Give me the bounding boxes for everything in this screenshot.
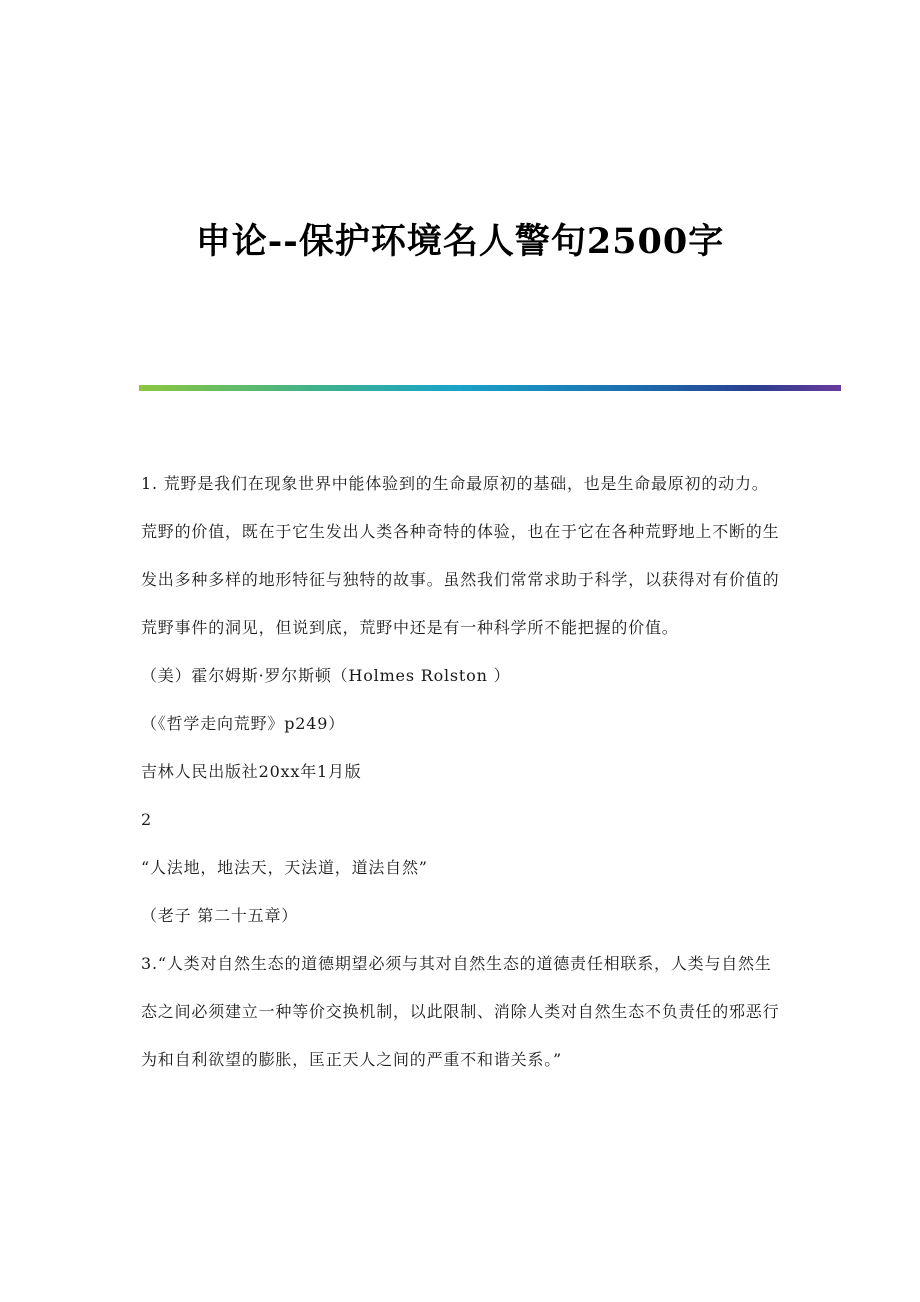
paragraph-publisher-1: 吉林人民出版社20xx年1月版 (141, 762, 362, 781)
paragraph-author-1: （美）霍尔姆斯·罗尔斯顿（Holmes Rolston ） (141, 666, 511, 685)
paragraph-source-1: （《哲学走向荒野》p249） (141, 714, 345, 733)
paragraph-quote-3: 3.“人类对自然生态的道德期望必须与其对自然生态的道德责任相联系，人类与自然生态之间必须建立一种等价交换机制，以此限制、消除人类对自然生态不负责任的邪恶行为和自利欲望的膨胀，匡正天人之间的严重不和谐关系。” (141, 954, 780, 1069)
document-title: 申论--保护环境名人警句2500字 (195, 221, 725, 262)
document-body (141, 460, 781, 1084)
paragraph-quote-2: “人法地，地法天，天法道，道法自然” (141, 858, 428, 877)
paragraph-number-2: 2 (141, 810, 152, 829)
title-divider (139, 385, 841, 391)
paragraph-quote-1: 1. 荒野是我们在现象世界中能体验到的生命最原初的基础，也是生命最原初的动力。荒野的价值，既在于它生发出人类各种奇特的体验，也在于它在各种荒野地上不断的生发出多种多样的地形特征与独特的故事。虽然我们常常求助于科学，以获得对有价值的荒野事件的洞见，但说到底，荒野中还是有一种科学所不能把握的价值。 (141, 474, 780, 637)
paragraph-source-2: （老子 第二十五章） (141, 906, 299, 925)
